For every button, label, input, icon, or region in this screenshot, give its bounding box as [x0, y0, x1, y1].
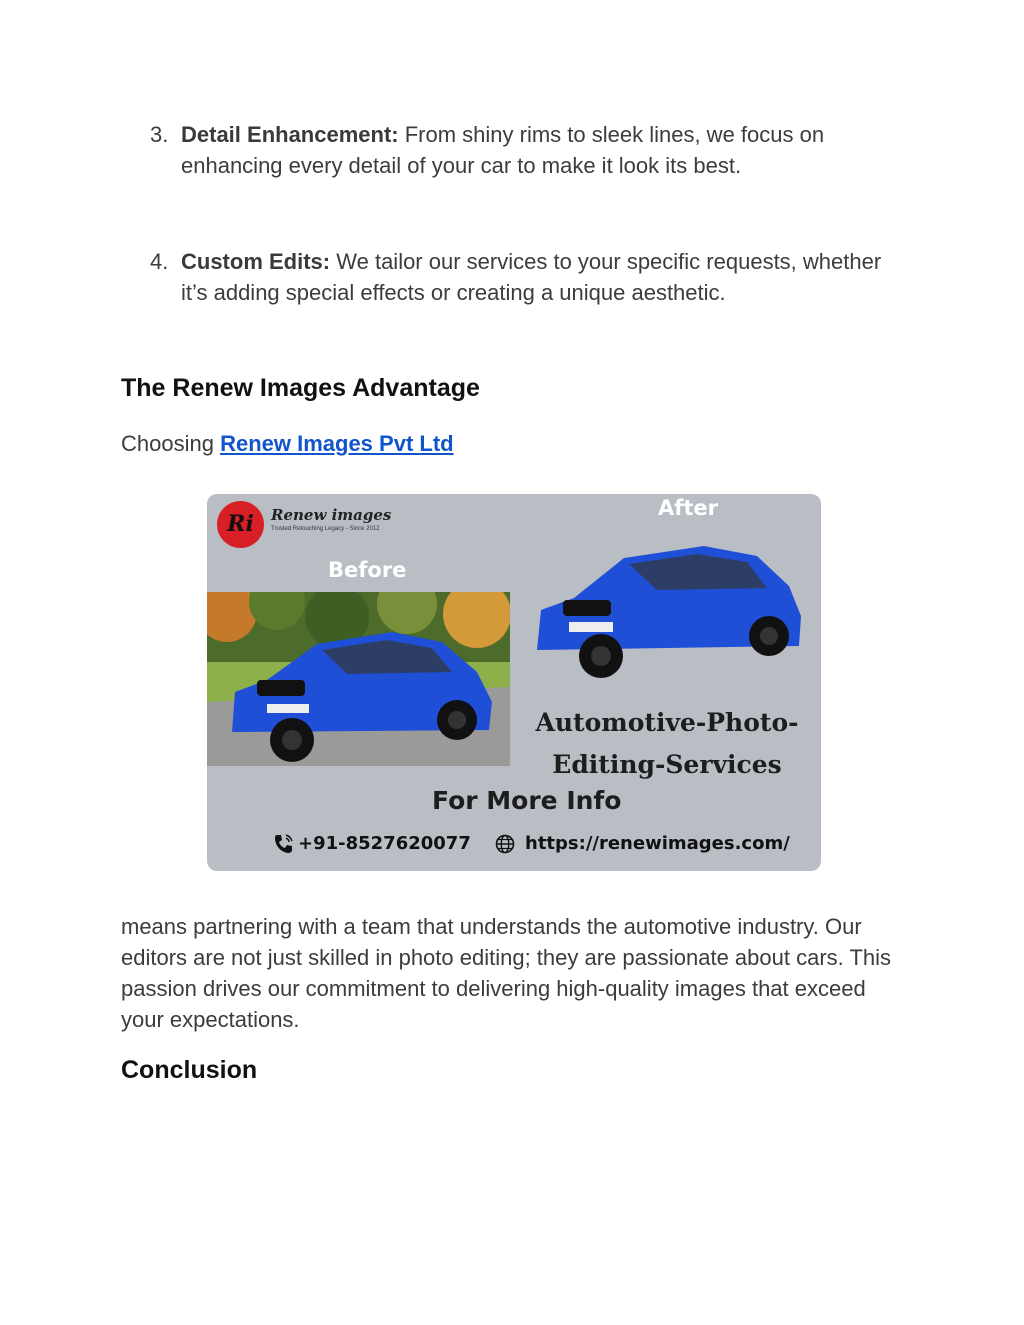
advantage-paragraph: means partnering with a team that understands the automotive industry. Our editors are not just skilled in photo editing; they are passionate about cars. This passion drives our commitment to delivering high-quality images that exceed your expectations. [121, 914, 892, 1032]
banner-headline [512, 702, 821, 786]
logo-tagline: Trusted Retouching Legacy - Since 2012 [271, 526, 380, 532]
renew-images-link[interactable]: Renew Images Pvt Ltd [220, 431, 454, 456]
logo-name: Renew images [271, 506, 392, 524]
list-item-body [181, 119, 910, 181]
advantage-heading: The Renew Images Advantage [121, 374, 480, 402]
choosing-paragraph [121, 428, 911, 459]
after-car-photo [529, 538, 805, 688]
list-number: 3. [150, 122, 169, 147]
more-info-label: For More Info [432, 786, 622, 815]
conclusion-heading: Conclusion [121, 1056, 258, 1084]
intro-prefix: Choosing [121, 431, 221, 456]
headline-line-2: Editing-Services [552, 750, 782, 779]
list-item-text: We tailor our services to your specific requests, whether it’s adding special effects or creating a unique aesthetic. [181, 249, 882, 305]
phone-icon [273, 833, 293, 855]
list-item-detail-enhancement [150, 119, 910, 181]
after-label: After [658, 496, 719, 520]
list-item-term: Custom Edits: [181, 249, 331, 274]
list-item-term: Detail Enhancement: [181, 122, 399, 147]
headline-line-1: Automotive-Photo- [535, 708, 799, 737]
list-item-body [181, 246, 910, 308]
list-number: 4. [150, 249, 169, 274]
website-url: https://renewimages.com/ [525, 833, 790, 854]
phone-number: +91-8527620077 [298, 833, 471, 854]
logo-mark: Ri [217, 501, 264, 548]
globe-icon [495, 834, 515, 854]
list-item-text: From shiny rims to sleek lines, we focus on enhancing every detail of your car to make it look its best. [181, 122, 825, 178]
list-item-custom-edits [150, 246, 910, 308]
contact-row [273, 832, 813, 858]
before-label: Before [328, 558, 407, 582]
before-car-photo [207, 592, 510, 766]
before-after-banner [207, 494, 821, 871]
